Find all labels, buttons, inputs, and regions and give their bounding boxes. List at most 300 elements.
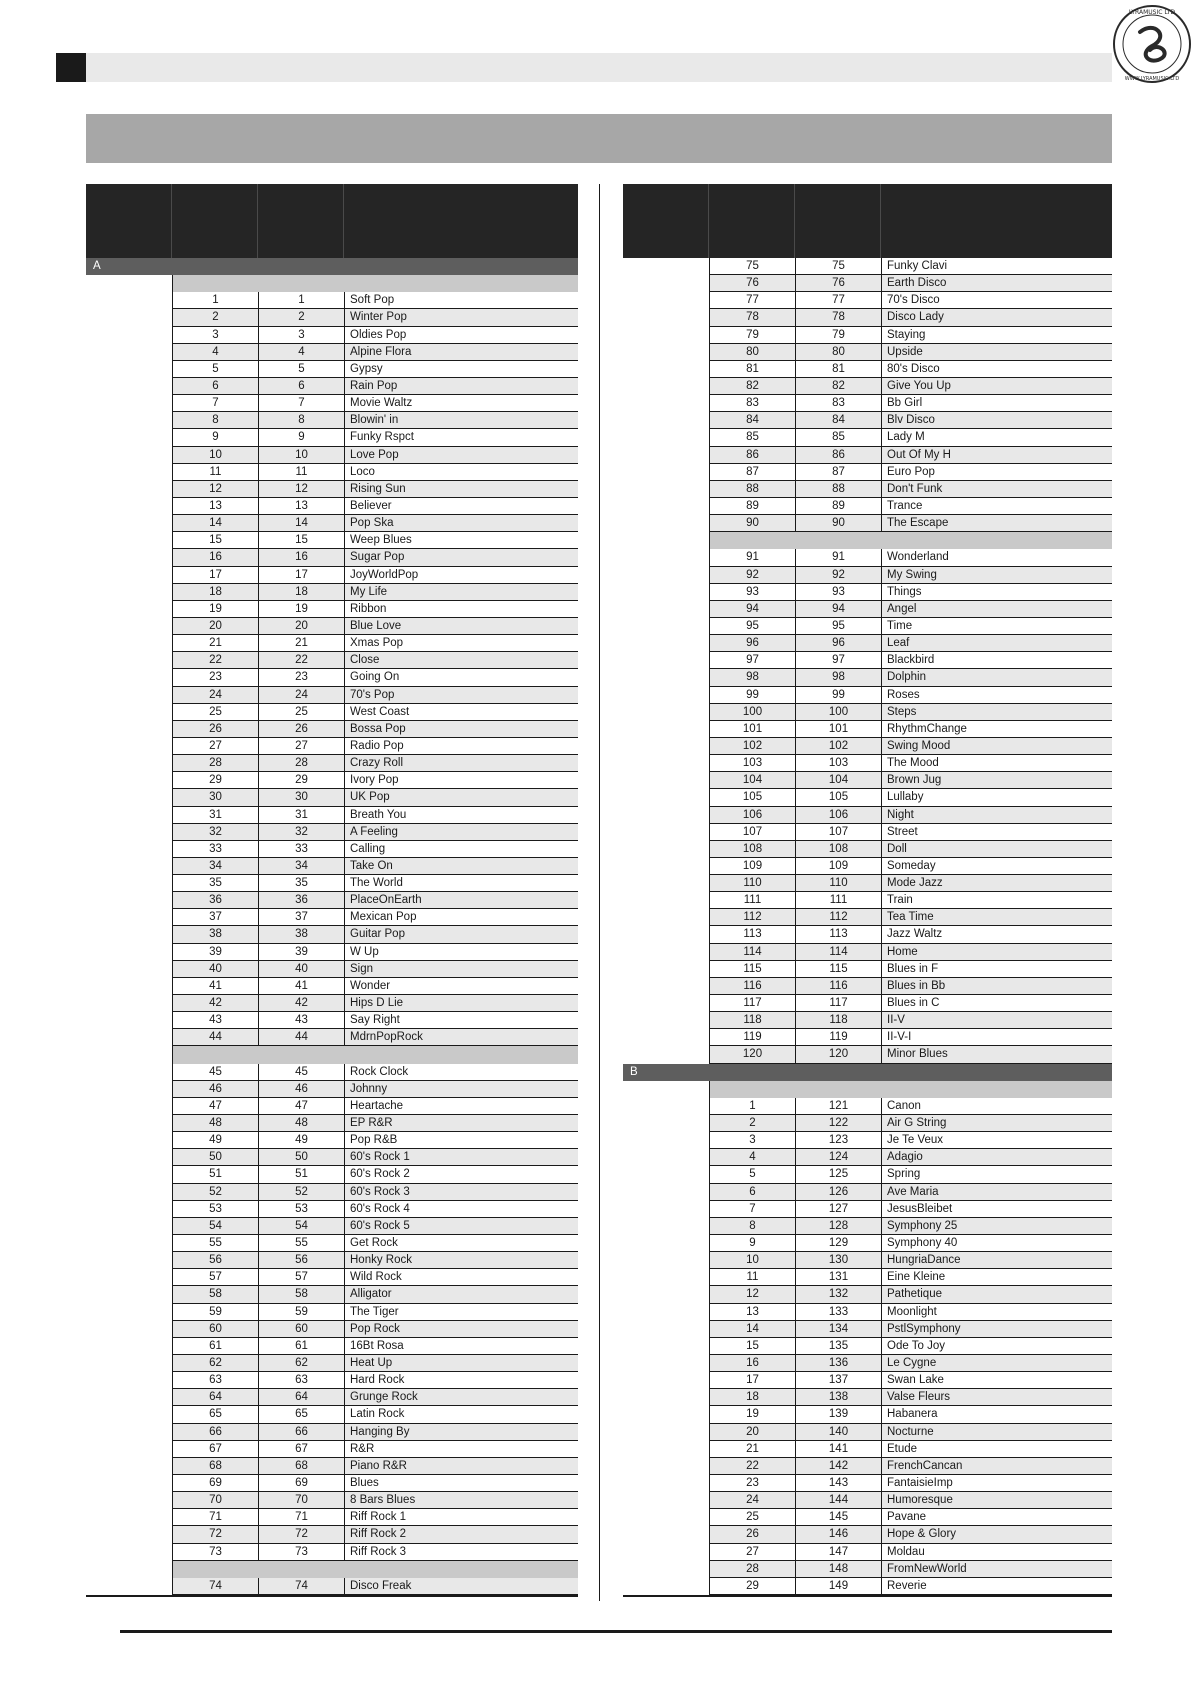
rhythm-number: 88 <box>709 481 795 497</box>
table-row <box>623 309 1112 326</box>
rhythm-name: Hard Rock <box>344 1372 578 1388</box>
table-row <box>623 1201 1112 1218</box>
rhythm-number: 7 <box>172 395 258 411</box>
table-row <box>623 1424 1112 1441</box>
rhythm-name: Earth Disco <box>881 275 1112 291</box>
rhythm-index: 55 <box>258 1235 344 1251</box>
rhythm-name: Ode To Joy <box>881 1338 1112 1354</box>
rhythm-name: The Tiger <box>344 1304 578 1320</box>
rhythm-index: 53 <box>258 1201 344 1217</box>
rhythm-index: 120 <box>795 1046 881 1062</box>
rhythm-number: 43 <box>172 1012 258 1028</box>
rhythm-name: Disco Freak <box>344 1578 578 1594</box>
table-row <box>623 1269 1112 1286</box>
page-marker <box>56 53 86 82</box>
table-row <box>86 978 578 995</box>
rhythm-name: Doll <box>881 841 1112 857</box>
rhythm-number: 53 <box>172 1201 258 1217</box>
rhythm-number: 11 <box>172 464 258 480</box>
rhythm-index: 40 <box>258 961 344 977</box>
rhythm-name: FromNewWorld <box>881 1561 1112 1577</box>
table-body <box>86 258 578 1597</box>
rhythm-number: 14 <box>709 1321 795 1337</box>
rhythm-name: Moonlight <box>881 1304 1112 1320</box>
rhythm-name: PlaceOnEarth <box>344 892 578 908</box>
table-row <box>86 1252 578 1269</box>
rhythm-name: Nocturne <box>881 1424 1112 1440</box>
rhythm-name: Out Of My H <box>881 447 1112 463</box>
rhythm-number: 25 <box>172 704 258 720</box>
table-end-rule <box>623 1595 1112 1597</box>
rhythm-index: 14 <box>258 515 344 531</box>
rhythm-name: II-V-I <box>881 1029 1112 1045</box>
table-row <box>86 738 578 755</box>
table-row <box>86 601 578 618</box>
table-row <box>623 1492 1112 1509</box>
rhythm-number: 107 <box>709 824 795 840</box>
rhythm-index: 118 <box>795 1012 881 1028</box>
rhythm-index: 138 <box>795 1389 881 1405</box>
rhythm-number: 110 <box>709 875 795 891</box>
rhythm-number: 22 <box>172 652 258 668</box>
table-row <box>623 978 1112 995</box>
rhythm-name: Funky Rspct <box>344 429 578 445</box>
rhythm-name: My Swing <box>881 567 1112 583</box>
rhythm-number: 105 <box>709 789 795 805</box>
rhythm-index: 124 <box>795 1149 881 1165</box>
table-row <box>623 549 1112 566</box>
rhythm-name: Breath You <box>344 807 578 823</box>
rhythm-index: 144 <box>795 1492 881 1508</box>
rhythm-index: 63 <box>258 1372 344 1388</box>
table-row <box>623 1578 1112 1595</box>
rhythm-number: 92 <box>709 567 795 583</box>
table-row <box>86 1218 578 1235</box>
table-row <box>86 909 578 926</box>
rhythm-number: 75 <box>709 258 795 274</box>
rhythm-name: Pop R&B <box>344 1132 578 1148</box>
rhythm-number: 24 <box>172 687 258 703</box>
rhythm-number: 59 <box>172 1304 258 1320</box>
rhythm-name: Funky Clavi <box>881 258 1112 274</box>
rhythm-number: 98 <box>709 669 795 685</box>
table-body <box>623 258 1112 1597</box>
rhythm-index: 37 <box>258 909 344 925</box>
rhythm-index: 146 <box>795 1526 881 1542</box>
rhythm-index: 1 <box>258 292 344 308</box>
table-row <box>86 944 578 961</box>
rhythm-number: 10 <box>172 447 258 463</box>
rhythm-index: 106 <box>795 807 881 823</box>
rhythm-number: 35 <box>172 875 258 891</box>
rhythm-number: 114 <box>709 944 795 960</box>
rhythm-number: 26 <box>709 1526 795 1542</box>
rhythm-number: 14 <box>172 515 258 531</box>
table-row <box>86 1424 578 1441</box>
rhythm-index: 52 <box>258 1184 344 1200</box>
rhythm-index: 60 <box>258 1321 344 1337</box>
table-row <box>86 412 578 429</box>
rhythm-index: 19 <box>258 601 344 617</box>
table-row <box>86 447 578 464</box>
rhythm-number: 22 <box>709 1458 795 1474</box>
header-index-cell <box>795 184 881 258</box>
table-row <box>86 1355 578 1372</box>
rhythm-number: 99 <box>709 687 795 703</box>
table-row <box>623 412 1112 429</box>
table-row <box>86 1304 578 1321</box>
rhythm-number: 93 <box>709 584 795 600</box>
table-row <box>623 1098 1112 1115</box>
rhythm-name: West Coast <box>344 704 578 720</box>
rhythm-number: 20 <box>709 1424 795 1440</box>
table-row <box>86 429 578 446</box>
rhythm-name: Heat Up <box>344 1355 578 1371</box>
rhythm-number: 7 <box>709 1201 795 1217</box>
rhythm-number: 16 <box>709 1355 795 1371</box>
rhythm-number: 26 <box>172 721 258 737</box>
rhythm-number: 33 <box>172 841 258 857</box>
rhythm-name: Valse Fleurs <box>881 1389 1112 1405</box>
rhythm-index: 111 <box>795 892 881 908</box>
rhythm-name: Soft Pop <box>344 292 578 308</box>
header-number-cell <box>709 184 795 258</box>
table-row <box>623 1046 1112 1063</box>
rhythm-number: 57 <box>172 1269 258 1285</box>
rhythm-index: 105 <box>795 789 881 805</box>
rhythm-name: Blue Love <box>344 618 578 634</box>
table-row <box>623 1406 1112 1423</box>
rhythm-index: 65 <box>258 1406 344 1422</box>
rhythm-index: 93 <box>795 584 881 600</box>
rhythm-name: Blues in F <box>881 961 1112 977</box>
rhythm-index: 76 <box>795 275 881 291</box>
table-row <box>623 875 1112 892</box>
rhythm-name: MdrnPopRock <box>344 1029 578 1045</box>
rhythm-name: Ave Maria <box>881 1184 1112 1200</box>
rhythm-index: 145 <box>795 1509 881 1525</box>
rhythm-index: 25 <box>258 704 344 720</box>
rhythm-number: 21 <box>709 1441 795 1457</box>
rhythm-index: 129 <box>795 1235 881 1251</box>
rhythm-index: 142 <box>795 1458 881 1474</box>
table-row <box>86 789 578 806</box>
table-row <box>623 1184 1112 1201</box>
rhythm-index: 29 <box>258 772 344 788</box>
table-row <box>86 1098 578 1115</box>
rhythm-index: 58 <box>258 1286 344 1302</box>
rhythm-name: Xmas Pop <box>344 635 578 651</box>
table-row <box>86 704 578 721</box>
rhythm-name: Disco Lady <box>881 309 1112 325</box>
rhythm-number: 27 <box>709 1544 795 1560</box>
rhythm-name: Wild Rock <box>344 1269 578 1285</box>
rhythm-index: 4 <box>258 344 344 360</box>
rhythm-name: Radio Pop <box>344 738 578 754</box>
rhythm-index: 15 <box>258 532 344 548</box>
rhythm-index: 112 <box>795 909 881 925</box>
rhythm-index: 78 <box>795 309 881 325</box>
rhythm-index: 84 <box>795 412 881 428</box>
table-row <box>623 858 1112 875</box>
rhythm-name: 70's Pop <box>344 687 578 703</box>
rhythm-index: 100 <box>795 704 881 720</box>
rhythm-name: R&R <box>344 1441 578 1457</box>
table-row <box>86 1201 578 1218</box>
rhythm-number: 97 <box>709 652 795 668</box>
group-subheader <box>623 532 1112 549</box>
table-row <box>623 789 1112 806</box>
table-row <box>86 361 578 378</box>
table-row <box>623 1526 1112 1543</box>
table-row <box>623 755 1112 772</box>
rhythm-name: Grunge Rock <box>344 1389 578 1405</box>
rhythm-name: Tea Time <box>881 909 1112 925</box>
table-row <box>623 807 1112 824</box>
rhythm-number: 103 <box>709 755 795 771</box>
rhythm-name: Take On <box>344 858 578 874</box>
rhythm-number: 20 <box>172 618 258 634</box>
rhythm-index: 67 <box>258 1441 344 1457</box>
table-row <box>86 1372 578 1389</box>
rhythm-index: 44 <box>258 1029 344 1045</box>
rhythm-index: 92 <box>795 567 881 583</box>
rhythm-index: 2 <box>258 309 344 325</box>
rhythm-name: Sugar Pop <box>344 549 578 565</box>
table-row <box>86 532 578 549</box>
rhythm-name: UK Pop <box>344 789 578 805</box>
rhythm-name: Going On <box>344 669 578 685</box>
table-row <box>86 1544 578 1561</box>
rhythm-name: Blues in C <box>881 995 1112 1011</box>
rhythm-name: Hips D Lie <box>344 995 578 1011</box>
rhythm-name: W Up <box>344 944 578 960</box>
rhythm-name: The Mood <box>881 755 1112 771</box>
header-category-cell <box>623 184 709 258</box>
rhythm-number: 94 <box>709 601 795 617</box>
table-row <box>86 858 578 875</box>
rhythm-name: A Feeling <box>344 824 578 840</box>
table-row <box>86 721 578 738</box>
rhythm-number: 50 <box>172 1149 258 1165</box>
table-row <box>86 1235 578 1252</box>
rhythm-index: 119 <box>795 1029 881 1045</box>
rhythm-name: JesusBleibet <box>881 1201 1112 1217</box>
rhythm-index: 121 <box>795 1098 881 1114</box>
page-header-band <box>86 53 1112 82</box>
rhythm-number: 40 <box>172 961 258 977</box>
rhythm-number: 80 <box>709 344 795 360</box>
table-row <box>86 481 578 498</box>
table-row <box>623 275 1112 292</box>
rhythm-index: 116 <box>795 978 881 994</box>
table-row <box>623 1286 1112 1303</box>
table-row <box>623 1544 1112 1561</box>
rhythm-number: 100 <box>709 704 795 720</box>
table-row <box>623 1458 1112 1475</box>
rhythm-name: Say Right <box>344 1012 578 1028</box>
rhythm-number: 4 <box>709 1149 795 1165</box>
publisher-logo <box>1110 2 1191 86</box>
rhythm-number: 104 <box>709 772 795 788</box>
rhythm-name: Lullaby <box>881 789 1112 805</box>
rhythm-index: 98 <box>795 669 881 685</box>
rhythm-index: 115 <box>795 961 881 977</box>
table-row <box>86 464 578 481</box>
rhythm-number: 86 <box>709 447 795 463</box>
table-row <box>623 464 1112 481</box>
rhythm-index: 39 <box>258 944 344 960</box>
rhythm-name: Close <box>344 652 578 668</box>
rhythm-number: 91 <box>709 549 795 565</box>
rhythm-name: Give You Up <box>881 378 1112 394</box>
rhythm-name: Piano R&R <box>344 1458 578 1474</box>
rhythm-name: Johnny <box>344 1081 578 1097</box>
rhythm-index: 62 <box>258 1355 344 1371</box>
rhythm-number: 6 <box>709 1184 795 1200</box>
rhythm-list-right <box>623 184 1112 1597</box>
rhythm-index: 59 <box>258 1304 344 1320</box>
rhythm-number: 15 <box>709 1338 795 1354</box>
rhythm-index: 54 <box>258 1218 344 1234</box>
table-row <box>86 824 578 841</box>
table-row <box>623 909 1112 926</box>
table-row <box>86 1338 578 1355</box>
rhythm-index: 64 <box>258 1389 344 1405</box>
rhythm-index: 87 <box>795 464 881 480</box>
rhythm-name: The World <box>344 875 578 891</box>
rhythm-name: Swing Mood <box>881 738 1112 754</box>
table-row <box>623 1115 1112 1132</box>
rhythm-number: 9 <box>709 1235 795 1251</box>
rhythm-index: 46 <box>258 1081 344 1097</box>
rhythm-index: 114 <box>795 944 881 960</box>
rhythm-name: The Escape <box>881 515 1112 531</box>
rhythm-number: 116 <box>709 978 795 994</box>
rhythm-index: 42 <box>258 995 344 1011</box>
table-row <box>86 1492 578 1509</box>
rhythm-name: Spring <box>881 1166 1112 1182</box>
table-row <box>623 995 1112 1012</box>
rhythm-name: 60's Rock 5 <box>344 1218 578 1234</box>
table-row <box>623 1012 1112 1029</box>
rhythm-index: 122 <box>795 1115 881 1131</box>
rhythm-number: 5 <box>172 361 258 377</box>
rhythm-index: 16 <box>258 549 344 565</box>
rhythm-number: 81 <box>709 361 795 377</box>
table-header <box>86 184 578 258</box>
rhythm-number: 111 <box>709 892 795 908</box>
table-row <box>623 1441 1112 1458</box>
rhythm-name: Riff Rock 2 <box>344 1526 578 1542</box>
rhythm-index: 28 <box>258 755 344 771</box>
rhythm-index: 17 <box>258 567 344 583</box>
rhythm-name: Weep Blues <box>344 532 578 548</box>
table-row <box>86 772 578 789</box>
rhythm-number: 109 <box>709 858 795 874</box>
rhythm-number: 10 <box>709 1252 795 1268</box>
rhythm-index: 97 <box>795 652 881 668</box>
table-row <box>623 669 1112 686</box>
rhythm-index: 32 <box>258 824 344 840</box>
rhythm-number: 63 <box>172 1372 258 1388</box>
table-row <box>623 772 1112 789</box>
rhythm-number: 13 <box>709 1304 795 1320</box>
rhythm-name: 70's Disco <box>881 292 1112 308</box>
rhythm-name: Trance <box>881 498 1112 514</box>
header-name-cell <box>344 184 578 258</box>
rhythm-number: 32 <box>172 824 258 840</box>
header-name-cell <box>881 184 1112 258</box>
rhythm-index: 7 <box>258 395 344 411</box>
table-row <box>623 498 1112 515</box>
group-subheader <box>623 1081 1112 1098</box>
rhythm-number: 119 <box>709 1029 795 1045</box>
rhythm-number: 8 <box>172 412 258 428</box>
rhythm-name: Rising Sun <box>344 481 578 497</box>
rhythm-name: Blv Disco <box>881 412 1112 428</box>
table-row <box>86 1406 578 1423</box>
rhythm-number: 102 <box>709 738 795 754</box>
rhythm-index: 38 <box>258 926 344 942</box>
svg-text:WWW.LYRAMUSIC.LTD: WWW.LYRAMUSIC.LTD <box>1124 76 1180 82</box>
rhythm-number: 78 <box>709 309 795 325</box>
table-row <box>623 1338 1112 1355</box>
table-row <box>86 344 578 361</box>
rhythm-name: Wonder <box>344 978 578 994</box>
rhythm-name: RhythmChange <box>881 721 1112 737</box>
table-row <box>86 926 578 943</box>
rhythm-number: 64 <box>172 1389 258 1405</box>
rhythm-index: 131 <box>795 1269 881 1285</box>
table-row <box>86 1166 578 1183</box>
rhythm-name: Euro Pop <box>881 464 1112 480</box>
rhythm-name: Pop Rock <box>344 1321 578 1337</box>
rhythm-name: Latin Rock <box>344 1406 578 1422</box>
table-row <box>86 687 578 704</box>
rhythm-name: Gypsy <box>344 361 578 377</box>
rhythm-index: 68 <box>258 1458 344 1474</box>
rhythm-number: 18 <box>709 1389 795 1405</box>
rhythm-number: 74 <box>172 1578 258 1594</box>
table-row <box>86 309 578 326</box>
table-row <box>86 807 578 824</box>
table-row <box>86 1269 578 1286</box>
rhythm-number: 13 <box>172 498 258 514</box>
table-row <box>86 567 578 584</box>
rhythm-number: 28 <box>709 1561 795 1577</box>
rhythm-number: 23 <box>709 1475 795 1491</box>
rhythm-index: 69 <box>258 1475 344 1491</box>
rhythm-index: 24 <box>258 687 344 703</box>
table-row <box>86 618 578 635</box>
table-row <box>86 498 578 515</box>
rhythm-index: 85 <box>795 429 881 445</box>
rhythm-number: 85 <box>709 429 795 445</box>
rhythm-number: 4 <box>172 344 258 360</box>
rhythm-number: 38 <box>172 926 258 942</box>
table-row <box>623 738 1112 755</box>
table-row <box>86 1509 578 1526</box>
rhythm-index: 3 <box>258 327 344 343</box>
rhythm-index: 18 <box>258 584 344 600</box>
table-row <box>623 824 1112 841</box>
table-row <box>623 258 1112 275</box>
rhythm-name: 60's Rock 3 <box>344 1184 578 1200</box>
table-row <box>86 1149 578 1166</box>
rhythm-index: 47 <box>258 1098 344 1114</box>
rhythm-number: 79 <box>709 327 795 343</box>
